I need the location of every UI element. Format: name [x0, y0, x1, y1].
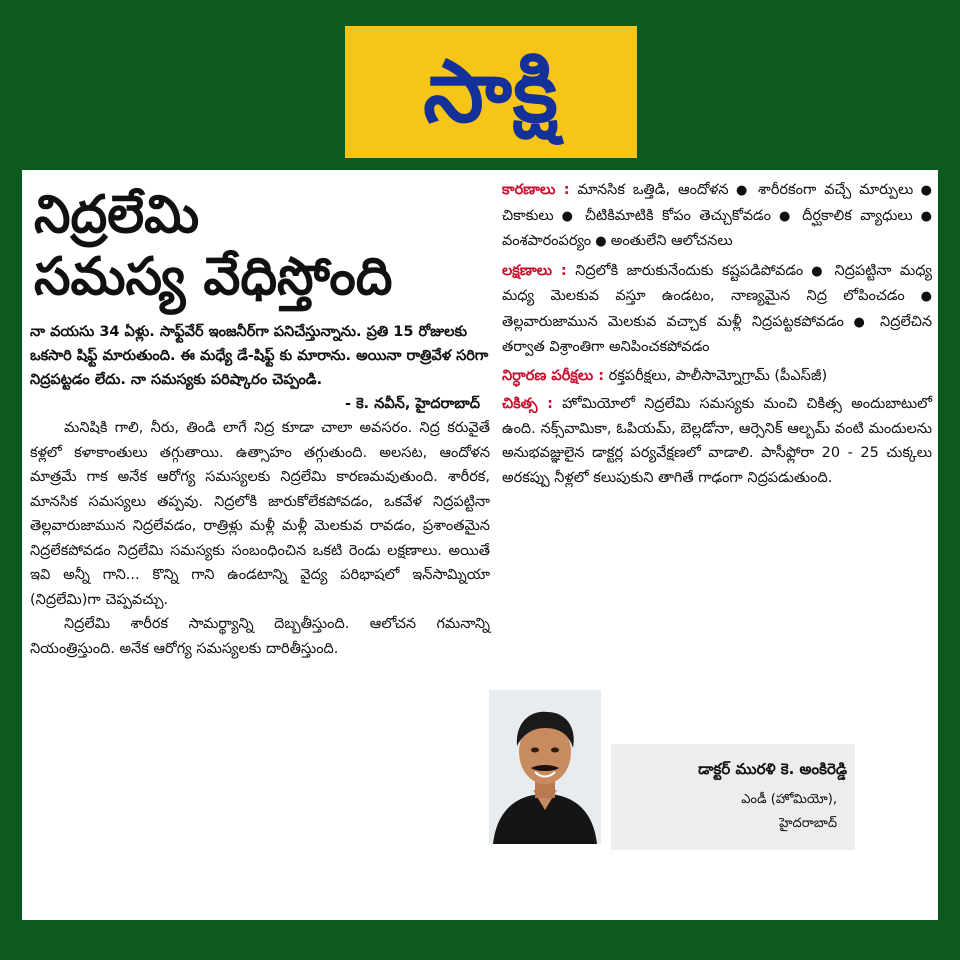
bullet-icon: ● — [770, 208, 803, 224]
symptoms-label: లక్షణాలు : — [502, 262, 567, 279]
doctor-portrait-icon — [489, 690, 601, 844]
masthead-logo — [345, 26, 637, 158]
doctor-qualification: ఎండీ (హోమియో), — [741, 792, 837, 807]
answer-paragraph-2: నిద్రలేమి శారీరక సామర్థ్యాన్ని దెబ్బతీస్తుంది. ఆలోచన గమనాన్ని నియంత్రిస్తుంది. అనేక ఆరోగ్య సమస్యలకు దారితీస్తుంది. — [30, 616, 490, 657]
bullet-icon: ● — [803, 263, 835, 279]
bullet-icon: ● — [843, 314, 881, 330]
cause-item: వంశపారంపర్యం — [502, 233, 592, 249]
cause-item: శారీరకంగా వచ్చే మార్పులు — [758, 182, 914, 198]
right-column — [502, 178, 932, 494]
bullet-icon: ● — [913, 183, 933, 198]
question-signature: - కె. నవీన్, హైదరాబాద్ — [345, 396, 480, 412]
headline-line-2: సమస్య వేధిస్తోంది — [34, 247, 393, 307]
symptoms-section — [502, 259, 932, 360]
bullet-icon: ● — [728, 183, 759, 198]
answer-paragraph-1: మనిషికి గాలి, నీరు, తిండి లాగే నిద్ర కూడా చాలా అవసరం. నిద్ర కరువైతే కళ్లలో కళాకాంతులు తగ్గుతాయి. ఉత్సాహం తగ్గుతుంది. అలసట, ఆందోళన మాత్రమే గాక అనేక ఆరోగ్య సమస్యలకు నిద్రలేమి కారణమవుతుంది. శారీరక, మానసిక సమస్యలు తప్పవు. నిద్రలోకి జారుకోలేకపోవడం, ఒకవేళ నిద్రపట్టినా తెల్లవారుజామున నిద్రలేవడం, రాత్రిళ్లు మళ్లీ మళ్లీ మెలకువ రావడం, ప్రశాంతమైన నిద్రలేకపోవడం నిద్రలేమి సమస్యకు సంబంధించిన ఒకటి రెండు లక్షణాలు. అయితే ఇవి అన్నీ గాని... కొన్ని గాని ఉండటాన్ని వైద్య పరిభాషలో ఇన్‌సామ్నియా (నిద్రలేమి)గా చెప్పవచ్చు. — [30, 420, 490, 608]
causes-section — [502, 178, 932, 255]
causes-label: కారణాలు : — [502, 182, 570, 198]
bullet-icon: ● — [591, 234, 611, 249]
doctor-name: డాక్టర్ మురళి కె. అంకిరెడ్డి — [698, 760, 847, 778]
tests-text: రక్తపరీక్షలు, పాలీసామ్నోగ్రామ్ (పీఎస్‌జీ) — [608, 367, 828, 384]
symptoms-list — [502, 263, 932, 356]
doctor-photo — [489, 690, 601, 844]
logo-text: సాక్షి — [423, 42, 559, 142]
headline-line-1: నిద్రలేమి — [34, 185, 200, 245]
bullet-icon: ● — [904, 289, 932, 304]
cause-item: దీర్ఘకాలిక వ్యాధులు — [802, 207, 913, 224]
cause-item: చీటికిమాటికి కోపం తెచ్చుకోవడం — [584, 207, 771, 224]
symptom-item: నిద్రపట్టినా మధ్య మధ్య మెలకువ వస్తూ ఉండటం, నాణ్యమైన నిద్ర లోపించడం — [502, 262, 933, 304]
symptom-item: నిద్రలోకి జారుకునేందుకు కష్టపడిపోవడం — [575, 262, 804, 279]
tests-section — [502, 364, 932, 389]
doctor-card — [487, 684, 862, 850]
info-box — [502, 178, 932, 490]
article-sheet — [22, 170, 938, 920]
treatment-section — [502, 392, 932, 490]
reader-question: నా వయసు 34 ఏళ్లు. సాఫ్ట్‌వేర్ ఇంజనీర్‌గా పనిచేస్తున్నాను. ప్రతి 15 రోజులకు ఒకసారి షిఫ్ట్ మారుతుంది. ఈ మధ్యే డే-షిఫ్ట్ కు మారాను. అయినా రాత్రివేళ సరిగా నిద్రపట్టడం లేదు. నా సమస్యకు పరిష్కారం చెప్పండి. — [30, 324, 489, 388]
bullet-icon: ● — [912, 208, 933, 224]
symptom-item: నిద్రలేచిన తర్వాత విశ్రాంతిగా అనిపించకపోవడం — [502, 313, 933, 355]
cause-item: అంతులేని ఆలోచనలు — [610, 233, 733, 249]
bullet-icon: ● — [553, 208, 585, 224]
doctor-city: హైదరాబాద్ — [779, 816, 837, 831]
symptom-item: తెల్లవారుజామున మెలకువ వచ్చాక మళ్లీ నిద్రపట్టకపోవడం — [502, 313, 844, 330]
doctor-name-box — [611, 744, 855, 850]
left-column — [30, 178, 490, 661]
headline — [34, 184, 490, 308]
cause-item: చికాకులు — [502, 207, 554, 224]
treatment-text: హోమియోలో నిద్రలేమి సమస్యకు మంచి చికిత్స అందుబాటులో ఉంది. నక్స్‌వామికా, ఓపియమ్, బెల్లడోనా, ఆర్సెనిక్ ఆల్బమ్ వంటి మందులను అనుభవజ్ఞులైన డాక్టర్ల పర్యవేక్షణలో వాడాలి. పాసీఫ్లోరా 20 - 25 చుక్కలు అరకప్పు నీళ్లలో కలుపుకుని తాగితే గాఢంగా నిద్రపడుతుంది. — [502, 396, 933, 486]
answer-body — [30, 416, 490, 661]
treatment-label: చికిత్స : — [502, 396, 553, 412]
cause-item: మానసిక ఒత్తిడి, ఆందోళన — [577, 182, 729, 198]
tests-label: నిర్ధారణ పరీక్షలు : — [502, 367, 605, 384]
